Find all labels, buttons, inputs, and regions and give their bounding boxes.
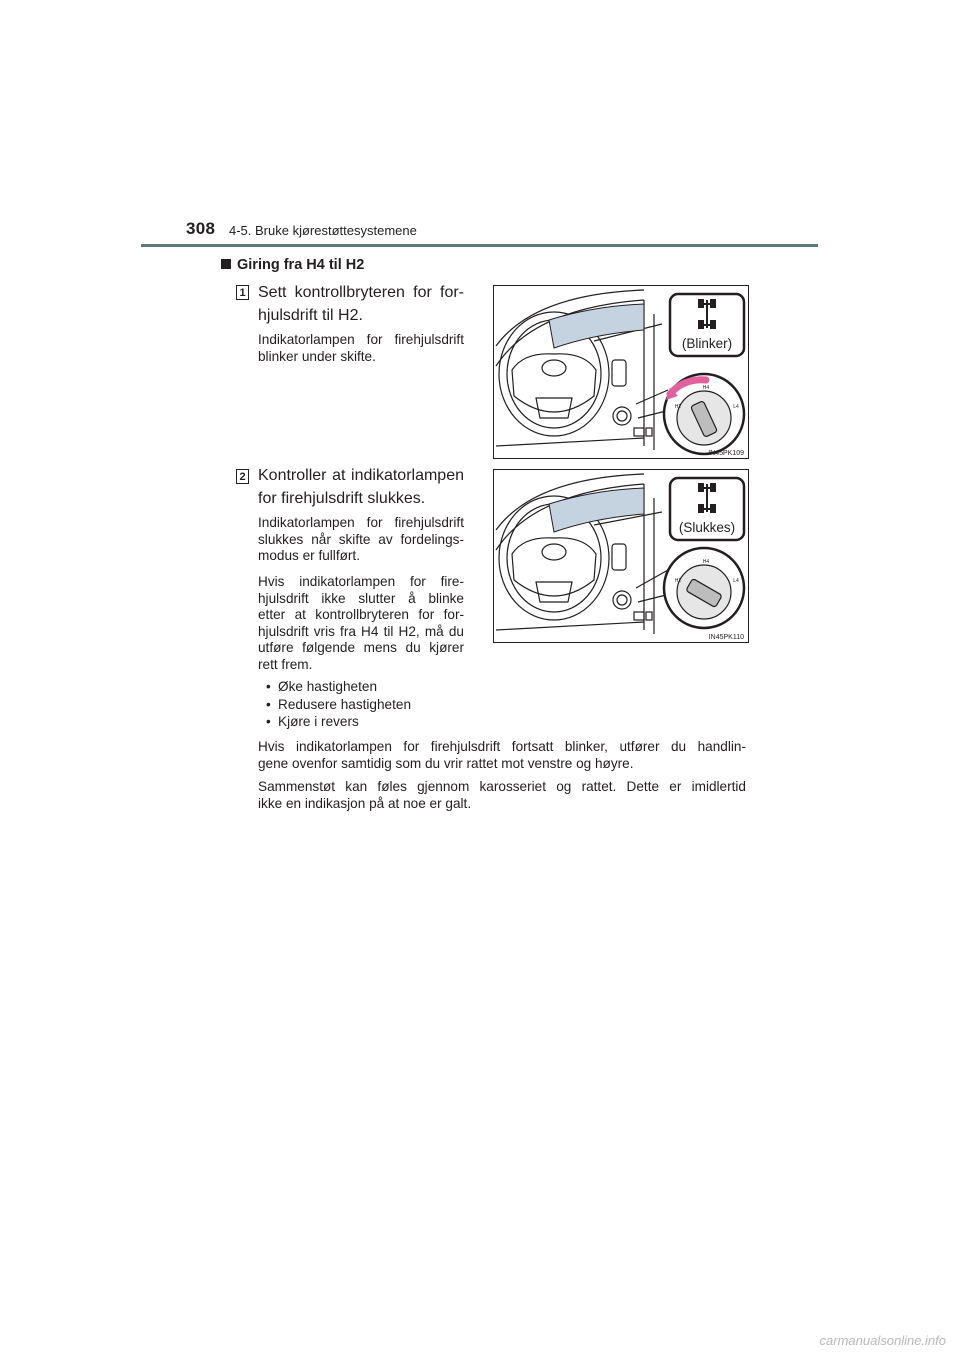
note-line: hjulsdrift vris fra H4 til H2, må du <box>258 623 464 639</box>
step-2-number: 2 <box>236 469 249 484</box>
note-line: Indikatorlampen for firehjulsdrift <box>258 332 464 347</box>
watermark: carmanualsonline.info <box>819 1333 946 1348</box>
section-title: Giring fra H4 til H2 <box>237 257 365 273</box>
header-rule <box>141 244 818 247</box>
note-line: hjulsdrift ikke slutter å blinke <box>258 590 464 606</box>
section-square-icon <box>221 259 231 269</box>
chapter-title: 4-5. Bruke kjørestøttesystemene <box>229 223 417 238</box>
paragraph-line: gene ovenfor samtidig som du vrir rattet mot venstre og høyre. <box>258 755 634 771</box>
note-line: rett frem. <box>258 656 313 672</box>
step-1-line: Sett kontrollbryteren for for- <box>258 284 464 301</box>
figure-1 <box>493 285 749 459</box>
note-line: Indikatorlampen for firehjulsdrift <box>258 515 464 530</box>
paragraph-2 <box>258 779 746 812</box>
knob-label-h2: H2 <box>674 578 682 584</box>
knob-label-h4: H4 <box>702 559 710 565</box>
paragraph-line: Hvis indikatorlampen for firehjulsdrift fortsatt blinker, utfører du handlin- <box>258 739 746 754</box>
note-line: blinker under skifte. <box>258 348 376 364</box>
figure-2-callout: (Slukkes) <box>678 520 736 535</box>
knob-label-l4: L4 <box>733 404 739 410</box>
note-line: etter at kontrollbryteren for for- <box>258 607 464 622</box>
gauge-shade <box>549 304 644 348</box>
step-1-text <box>258 281 464 327</box>
note-line: slukkes når skifte av fordelings- <box>258 531 464 547</box>
note-line: modus er fullført. <box>258 548 360 563</box>
note-line: Hvis indikatorlampen for fire- <box>258 574 464 589</box>
page-number: 308 <box>186 219 216 238</box>
step-1-line: hjulsdrift til H2. <box>258 307 363 324</box>
step-2-note-1 <box>258 515 464 565</box>
step-1-note <box>258 332 464 365</box>
knob-label-h4: H4 <box>702 385 710 391</box>
step-1-number: 1 <box>236 285 249 300</box>
knob-label-h2: H2 <box>674 404 682 410</box>
step-2-note-2 <box>258 574 464 673</box>
bullet-list <box>266 678 486 731</box>
figure-2-illustration <box>494 470 748 642</box>
list-item: • Kjøre i revers <box>266 713 486 731</box>
list-item: • Øke hastigheten <box>266 678 486 696</box>
step-2-line: Kontroller at indikatorlampen <box>258 467 464 484</box>
step-2-text <box>258 464 464 510</box>
figure-2-code: IN45PK110 <box>708 634 744 641</box>
knob-label-l4: L4 <box>733 578 739 584</box>
section-heading <box>221 257 364 273</box>
gauge-shade <box>549 488 644 532</box>
figure-2 <box>493 469 749 643</box>
figure-1-callout: (Blinker) <box>681 336 733 351</box>
step-2-line: for firehjulsdrift slukkes. <box>258 490 426 507</box>
paragraph-1 <box>258 739 746 772</box>
paragraph-line: ikke en indikasjon på at noe er galt. <box>258 795 472 811</box>
paragraph-line: Sammenstøt kan føles gjennom karosseriet og rattet. Dette er imidlertid <box>258 779 746 794</box>
list-item: • Redusere hastigheten <box>266 696 486 714</box>
note-line: utføre følgende mens du kjører <box>258 640 464 655</box>
figure-1-illustration <box>494 286 748 458</box>
figure-1-code: IN45PK109 <box>708 450 744 457</box>
